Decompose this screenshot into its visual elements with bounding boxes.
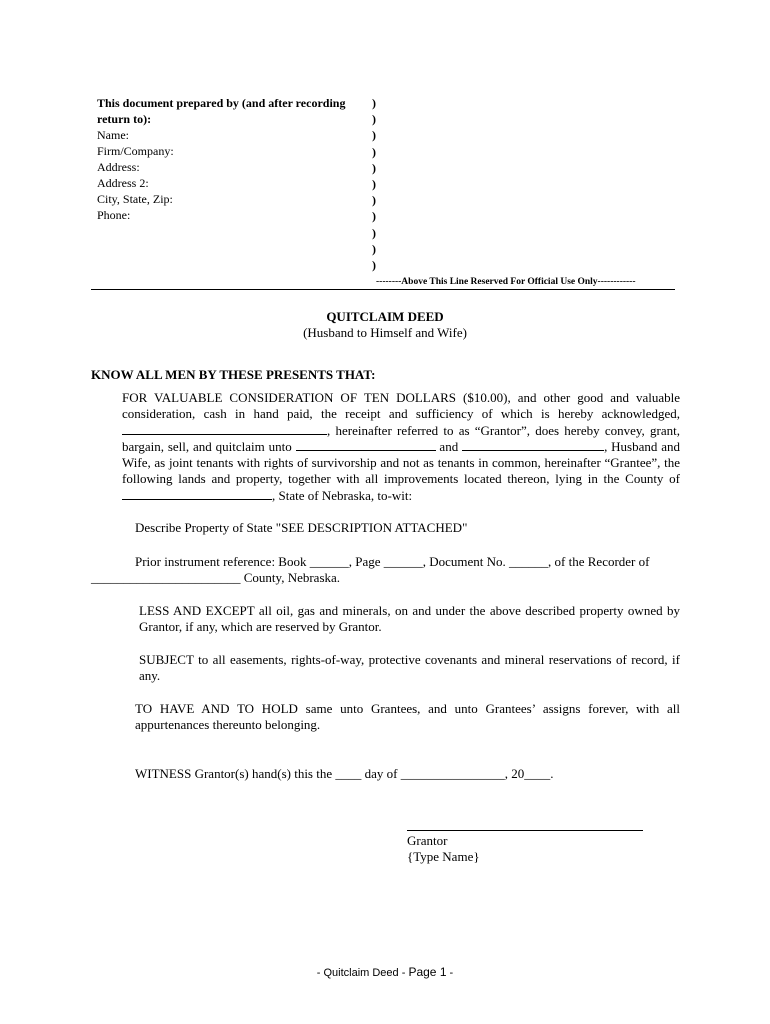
consideration-text-3: and — [439, 438, 459, 454]
signature-line[interactable] — [407, 830, 643, 831]
prepared-by-block — [97, 95, 367, 223]
official-use-line: --------Above This Line Reserved For Official Use Only------------ — [376, 277, 636, 287]
field-firm: Firm/Company: — [97, 144, 174, 158]
grantor-type-name: {Type Name} — [407, 849, 480, 865]
describe-text: Describe Property of State "SEE DESCRIPTION ATTACHED" — [135, 520, 468, 535]
county-blank[interactable] — [122, 488, 272, 500]
describe-paragraph — [91, 520, 680, 536]
footer-suffix: - — [446, 967, 454, 979]
field-name: Name: — [97, 128, 129, 142]
consideration-text-2: , hereinafter referred to as “Grantor”, does hereby convey, grant, bargain, sell, and quitclaim unto — [122, 422, 680, 454]
paren: ) — [372, 177, 376, 192]
consideration-text-4: , Husband and Wife, as joint tenants with rights of survivorship and not as tenants in common, hereinafter “Grantee”, the following lands and property, together with all improvements located thereon, lying in the County of — [122, 438, 681, 487]
consideration-text-1: FOR VALUABLE CONSIDERATION OF TEN DOLLARS ($10.00), and other good and valuable consideration, cash in hand paid, the receipt and sufficiency of which is hereby acknowledged, — [122, 390, 680, 422]
consideration-paragraph — [91, 390, 680, 504]
prior-instrument-paragraph — [91, 554, 680, 587]
signature-block — [407, 833, 480, 866]
grantor-blank[interactable] — [122, 423, 327, 435]
grantee1-blank[interactable] — [296, 439, 436, 451]
grantor-label: Grantor — [407, 833, 448, 848]
paren: ) — [372, 193, 376, 208]
paren: ) — [372, 128, 376, 143]
paren: ) — [372, 96, 376, 110]
paren: ) — [372, 258, 376, 273]
less-except-text: LESS AND EXCEPT all oil, gas and minerals, on and under the above described property owned by Grantor, if any, which are reserved by Grantor. — [139, 603, 680, 635]
prepared-by-heading: This document prepared by (and after recording return to): — [97, 96, 346, 126]
paren: ) — [372, 112, 376, 127]
witness-paragraph — [91, 766, 680, 782]
consideration-text-5: , State of Nebraska, to-wit: — [272, 487, 413, 503]
footer-prefix: - Quitclaim Deed - — [316, 967, 409, 979]
paren: ) — [372, 209, 376, 224]
habendum-paragraph — [91, 701, 680, 734]
paren: ) — [372, 241, 376, 256]
field-city-state-zip: City, State, Zip: — [97, 192, 173, 206]
subject-paragraph — [91, 652, 680, 685]
paren: ) — [372, 160, 376, 175]
page-footer — [0, 965, 770, 979]
prior-text-a: Prior instrument reference: Book ______, Page ______, Document No. ______, of the Recorder of — [135, 554, 650, 569]
deed-title: QUITCLAIM DEED — [326, 309, 444, 324]
habendum-text: TO HAVE AND TO HOLD same unto Grantees, and unto Grantees’ assigns forever, with all appurtenances thereunto belonging. — [135, 701, 680, 733]
subject-text: SUBJECT to all easements, rights-of-way, protective covenants and mineral reservations of record, if any. — [139, 652, 680, 684]
prior-text-b: _______________________ County, Nebraska. — [91, 570, 341, 586]
witness-text: WITNESS Grantor(s) hand(s) this the ____ day of ________________, 20____. — [135, 766, 554, 781]
paren: ) — [372, 225, 376, 240]
field-address: Address: — [97, 160, 140, 174]
separator-line — [91, 289, 675, 290]
grantee2-blank[interactable] — [462, 439, 604, 451]
paren: ) — [372, 144, 376, 159]
bracket-column — [372, 95, 376, 273]
know-all-heading: KNOW ALL MEN BY THESE PRESENTS THAT: — [91, 367, 376, 382]
field-phone: Phone: — [97, 208, 131, 222]
footer-page: Page 1 — [408, 965, 447, 979]
field-address2: Address 2: — [97, 176, 149, 190]
less-except-paragraph — [91, 603, 680, 636]
deed-subtitle: (Husband to Himself and Wife) — [303, 325, 467, 340]
